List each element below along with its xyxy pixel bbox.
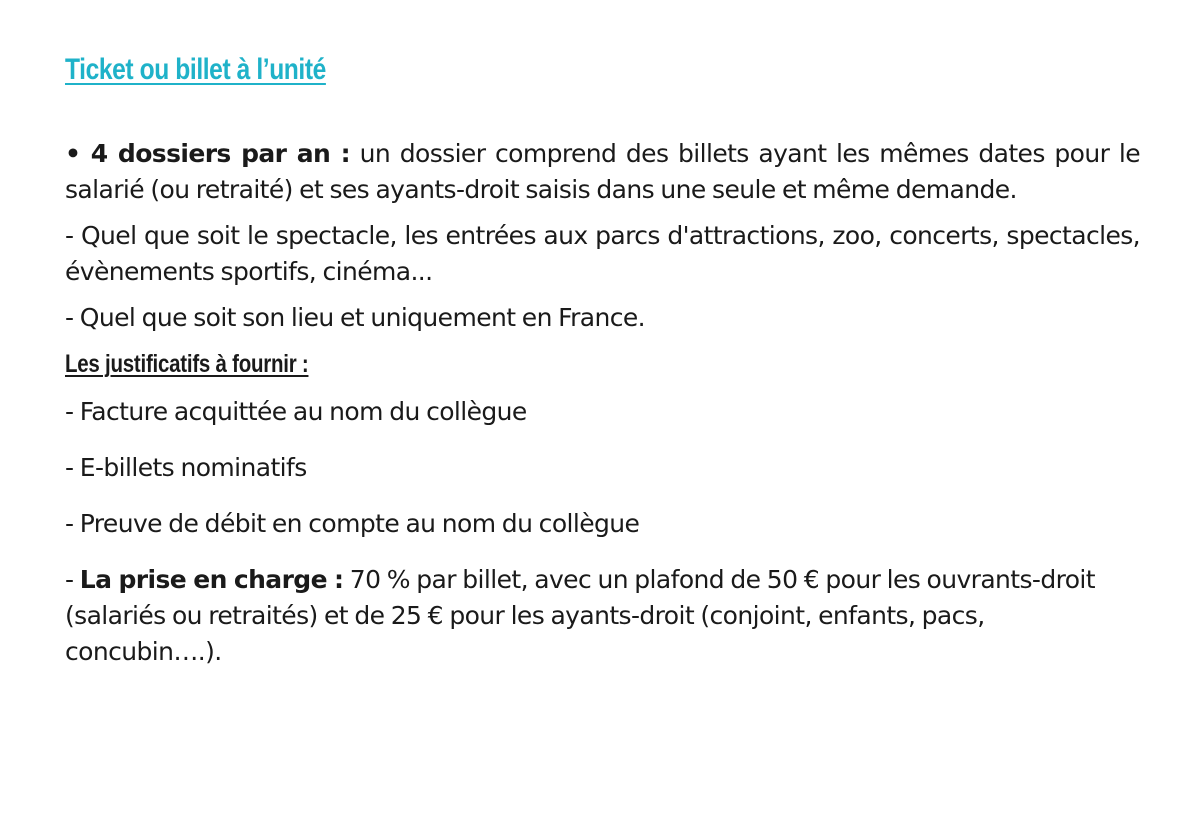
intro-bullet-text: un dossier comprend des billets ayant les mêmes dates pour le salarié (ou retraité) et ses ayants-droit saisis dans une seule et même demande. [65, 139, 1141, 204]
condition-lieu: - Quel que soit son lieu et uniquement en France. [65, 303, 646, 332]
condition-spectacle: - Quel que soit le spectacle, les entrées aux parcs d'attractions, zoo, concerts, spectacles, évènements sportifs, cinéma... [65, 221, 1140, 286]
justificatif-item: - Facture acquittée au nom du collègue [65, 397, 527, 426]
document-page [65, 50, 1140, 680]
intro-bullet-label: • 4 dossiers par an : [65, 139, 351, 168]
justificatif-item: - E-billets nominatifs [65, 453, 307, 482]
prise-en-charge-paragraph [65, 562, 1140, 670]
prise-en-charge-text: 70 % par billet, avec un plafond de 50 € pour les ouvrants-droit (salariés ou retraités) et de 25 € pour les ayants-droit (conjoint, enfants, pacs, concubin….). [65, 565, 1095, 666]
intro-paragraph [65, 136, 1140, 208]
prise-en-charge-prefix: - [65, 565, 80, 594]
page-title: Ticket ou billet à l’unité [65, 53, 326, 86]
justificatif-item: - Preuve de débit en compte au nom du collègue [65, 509, 640, 538]
justificatifs-heading: Les justificatifs à fournir : [65, 350, 309, 378]
prise-en-charge-label: La prise en charge : [79, 565, 344, 594]
